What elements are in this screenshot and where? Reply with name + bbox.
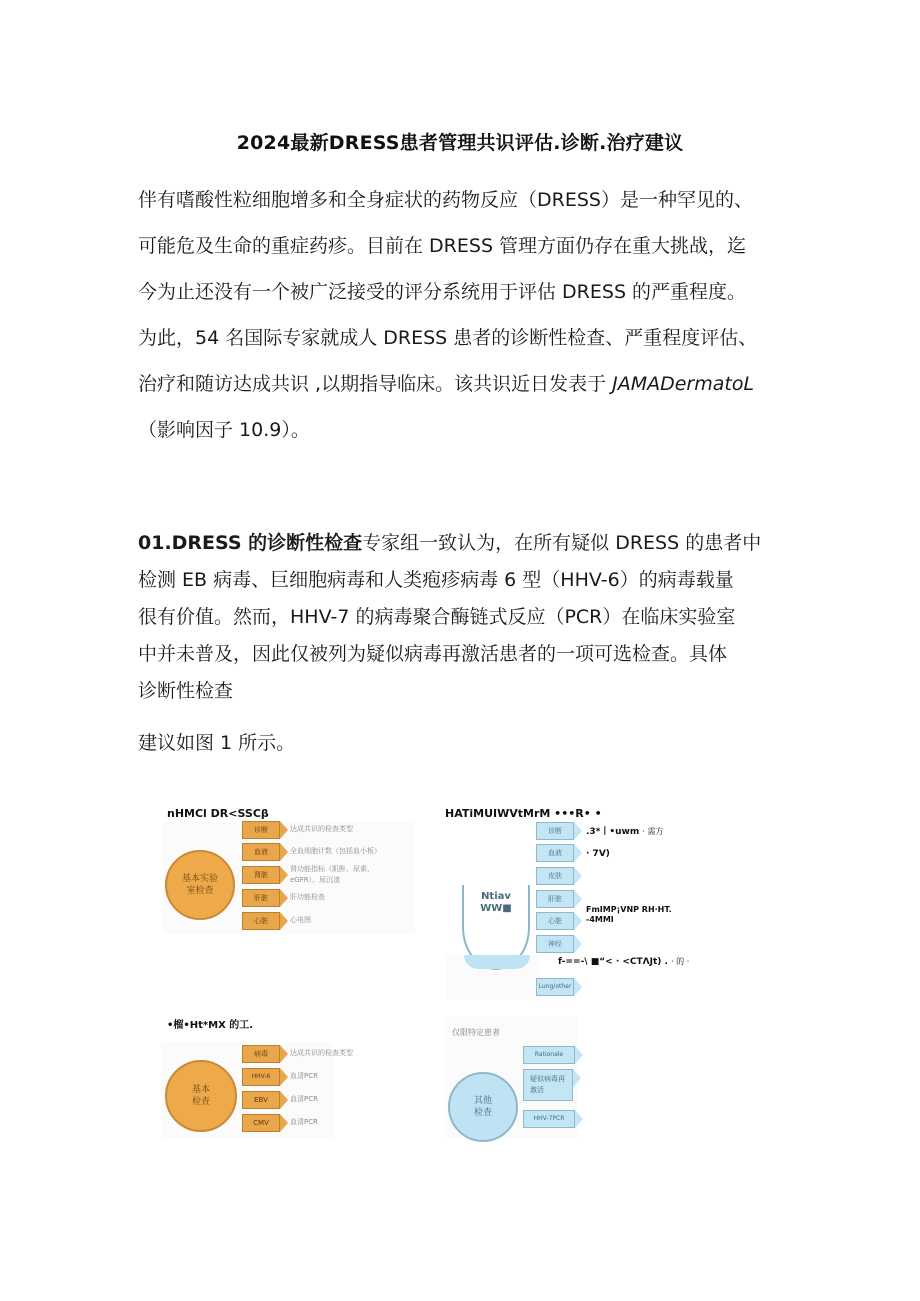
panel-title: HATiMUIWVtMrM •••R• • (445, 807, 602, 820)
tag-heart: 心脏 (242, 912, 280, 930)
garbled-text: -4MMI (586, 915, 614, 924)
garbled-text-part: · 需方 (642, 827, 664, 836)
circle-label-line: Ntiav (481, 891, 511, 902)
intro-line: 为此，54 名国际专家就成人 DRESS 患者的诊断性检查、严重程度评估、 (138, 327, 758, 349)
figure-panel-basic-labs (155, 800, 420, 940)
section-line: 中并未普及，因此仅被列为疑似病毒再激活患者的一项可选检查。具体 (138, 643, 728, 665)
section-line: 很有价值。然而，HHV-7 的病毒聚合酶链式反应（PCR）在临床实验室 (138, 606, 736, 628)
section-line: 诊断性检查 (138, 680, 234, 702)
figure-panel-other-tests (440, 1012, 590, 1142)
tag-heart: 心脏 (536, 912, 574, 930)
tag-liver: 肝脏 (536, 890, 574, 908)
circle-label (480, 891, 512, 915)
figure-1 (155, 800, 725, 1145)
tag-diagnosis: 诊断 (242, 821, 280, 839)
tag-other: Lung/other (536, 978, 574, 996)
tag-description: 心电图 (290, 916, 311, 924)
garbled-text (586, 824, 663, 837)
circle-label: 其他检查 (473, 1096, 492, 1118)
intro-paragraph (138, 177, 788, 453)
tag-blood: 血液 (536, 844, 574, 862)
tag-description: 肝功能检查 (290, 893, 325, 901)
garbled-text: · 7V) (586, 849, 610, 859)
tag-blood: 血液 (242, 843, 280, 861)
section-line-text: 专家组一致认为，在所有疑似 DRESS 的患者中 (362, 532, 762, 554)
tag-description: 全血细胞计数（包括血小板） (290, 847, 381, 855)
tag-nerve: 神经 (536, 935, 574, 953)
section-line (138, 525, 788, 562)
figure-panel-organ-workup (440, 800, 730, 1005)
panel-subtitle: 仅限特定患者 (452, 1028, 500, 1037)
tag-cmv: CMV (242, 1114, 280, 1132)
garbled-text (558, 956, 689, 967)
tag-hhv7: HHV-7PCR (523, 1110, 575, 1128)
tag-kidney: 肾脏 (242, 866, 280, 884)
intro-line: 今为止还没有一个被广泛接受的评分系统用于评估 DRESS 的严重程度。 (138, 281, 747, 303)
intro-line: 伴有嗜酸性粒细胞增多和全身症状的药物反应（DRESS）是一种罕见的、 (138, 189, 753, 211)
tag-hhv6: HHV-6 (242, 1068, 280, 1086)
viral-workup-circle (165, 1060, 237, 1132)
intro-line-text: 治疗和随访达成共识 ,以期指导临床。该共识近日发表于 (138, 373, 613, 395)
tag-diagnosis: 诊断 (536, 822, 574, 840)
intro-line: （影响因子 10.9）。 (138, 419, 310, 441)
circle-label: 基本检查 (191, 1085, 210, 1107)
document-title: 2024最新DRESS患者管理共识评估.诊断.治疗建议 (236, 132, 684, 154)
figure-reference (138, 720, 788, 766)
tag-suspected-viral: 疑似病毒再激活 (523, 1069, 573, 1101)
tag-description: 达成共识的检查类型 (290, 825, 353, 833)
circle-label: 基本实验室检查 (181, 874, 218, 896)
tag-skin: 皮肤 (536, 867, 574, 885)
figure-panel-viral-workup (155, 1012, 420, 1142)
figure-ref-text: 建议如图 1 所示。 (138, 732, 296, 754)
tag-description: 血清PCR (290, 1095, 318, 1103)
section-diagnostic-workup (138, 525, 788, 710)
panel-title: •榴•Ht*MX 的工. (167, 1020, 254, 1031)
tag-description: 血清PCR (290, 1072, 318, 1080)
section-heading: 01.DRESS 的诊断性检查 (138, 532, 363, 554)
basic-labs-circle (165, 850, 235, 920)
circle-label-line: WW■ (480, 903, 512, 914)
intro-line (138, 361, 788, 407)
tag-ebv: EBV (242, 1091, 280, 1109)
garbled-text-part: .3*丨•uwm (586, 827, 640, 837)
panel-title: nHMCl DR<SSCβ (167, 807, 269, 820)
tag-rationale: Rationale (523, 1046, 575, 1064)
tag-description: 达成共识的检查类型 (290, 1049, 353, 1057)
tag-liver: 肝脏 (242, 889, 280, 907)
garbled-text-part: · 的 · (671, 957, 690, 966)
tag-description: eGFR）、尿沉渣 (290, 876, 341, 884)
circle-bottom-fill (464, 955, 530, 969)
section-line: 检测 EB 病毒、巨细胞病毒和人类疱疹病毒 6 型（HHV-6）的病毒载量 (138, 569, 734, 591)
garbled-text-part: f-==-\ ■“< · <CTΛJt) . (558, 957, 668, 967)
tag-virus: 病毒 (242, 1045, 280, 1063)
garbled-text: FmIMP¡VNP RH·HT. (586, 905, 672, 914)
tag-description: 肾功能指标（肌酐、尿素、 (290, 865, 374, 873)
intro-line: 可能危及生命的重症药疹。目前在 DRESS 管理方面仍存在重大挑战，迄 (138, 235, 747, 257)
other-tests-circle (448, 1072, 518, 1142)
journal-name: JAMADermatoL (612, 373, 755, 395)
tag-description: 血清PCR (290, 1118, 318, 1126)
